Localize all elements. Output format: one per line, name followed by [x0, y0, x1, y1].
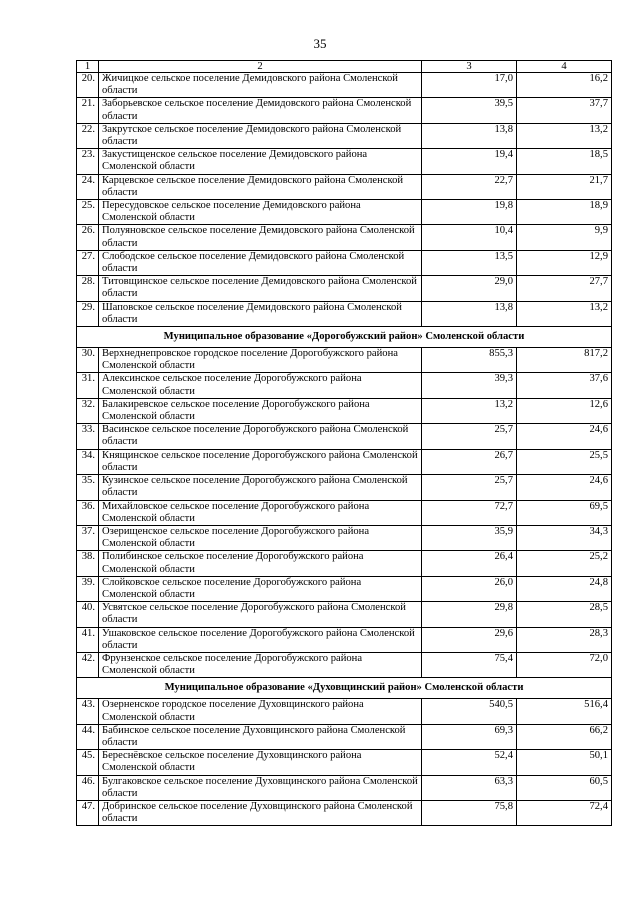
- settlement-name: Алексинское сельское поселение Дорогобужского района Смоленской области: [99, 373, 422, 398]
- value-col-4: 516,4: [517, 699, 612, 724]
- table-row: [77, 225, 612, 250]
- settlement-name: Княщинское сельское поселение Дорогобужского района Смоленской области: [99, 449, 422, 474]
- table-row: [77, 576, 612, 601]
- table-row: [77, 276, 612, 301]
- table-row: [77, 149, 612, 174]
- value-col-3: 13,2: [422, 398, 517, 423]
- value-col-3: 17,0: [422, 73, 517, 98]
- column-header-2: 2: [99, 61, 422, 73]
- row-number: 42.: [77, 652, 99, 677]
- settlement-name: Заборьевское сельское поселение Демидовского района Смоленской области: [99, 98, 422, 123]
- column-header-row: [77, 61, 612, 73]
- value-col-3: 39,5: [422, 98, 517, 123]
- value-col-3: 52,4: [422, 750, 517, 775]
- table-row: [77, 500, 612, 525]
- value-col-4: 18,9: [517, 200, 612, 225]
- row-number: 37.: [77, 525, 99, 550]
- value-col-3: 26,0: [422, 576, 517, 601]
- value-col-4: 37,7: [517, 98, 612, 123]
- value-col-3: 25,7: [422, 424, 517, 449]
- value-col-4: 21,7: [517, 174, 612, 199]
- value-col-4: 69,5: [517, 500, 612, 525]
- value-col-4: 16,2: [517, 73, 612, 98]
- row-number: 38.: [77, 551, 99, 576]
- row-number: 47.: [77, 800, 99, 825]
- section-title: Муниципальное образование «Дорогобужский район» Смоленской области: [77, 327, 612, 348]
- settlement-name: Береснёвское сельское поселение Духовщинского района Смоленской области: [99, 750, 422, 775]
- row-number: 22.: [77, 123, 99, 148]
- table-body: [77, 61, 612, 826]
- settlement-name: Добринское сельское поселение Духовщинского района Смоленской области: [99, 800, 422, 825]
- table-row: [77, 424, 612, 449]
- settlement-name: Жичицкое сельское поселение Демидовского района Смоленской области: [99, 73, 422, 98]
- settlement-name: Верхнеднепровское городское поселение Дорогобужского района Смоленской области: [99, 348, 422, 373]
- value-col-3: 75,4: [422, 652, 517, 677]
- settlement-name: Закустищенское сельское поселение Демидовского района Смоленской области: [99, 149, 422, 174]
- value-col-4: 24,6: [517, 475, 612, 500]
- column-header-3: 3: [422, 61, 517, 73]
- value-col-3: 75,8: [422, 800, 517, 825]
- column-header-1: 1: [77, 61, 99, 73]
- row-number: 45.: [77, 750, 99, 775]
- row-number: 23.: [77, 149, 99, 174]
- value-col-4: 25,2: [517, 551, 612, 576]
- table-row: [77, 301, 612, 326]
- table-row: [77, 525, 612, 550]
- value-col-3: 855,3: [422, 348, 517, 373]
- value-col-4: 37,6: [517, 373, 612, 398]
- settlement-name: Пересудовское сельское поселение Демидовского района Смоленской области: [99, 200, 422, 225]
- row-number: 39.: [77, 576, 99, 601]
- value-col-4: 13,2: [517, 301, 612, 326]
- table-row: [77, 250, 612, 275]
- table-row: [77, 174, 612, 199]
- table-row: [77, 750, 612, 775]
- table-row: [77, 449, 612, 474]
- value-col-3: 69,3: [422, 724, 517, 749]
- value-col-4: 12,6: [517, 398, 612, 423]
- table-row: [77, 98, 612, 123]
- allocation-table: [76, 60, 612, 826]
- table-row: [77, 652, 612, 677]
- section-header-row: [77, 327, 612, 348]
- settlement-name: Балакиревское сельское поселение Дорогобужского района Смоленской области: [99, 398, 422, 423]
- value-col-3: 72,7: [422, 500, 517, 525]
- row-number: 41.: [77, 627, 99, 652]
- value-col-3: 19,8: [422, 200, 517, 225]
- row-number: 36.: [77, 500, 99, 525]
- row-number: 24.: [77, 174, 99, 199]
- value-col-3: 22,7: [422, 174, 517, 199]
- table-row: [77, 200, 612, 225]
- table-row: [77, 627, 612, 652]
- row-number: 29.: [77, 301, 99, 326]
- value-col-4: 72,4: [517, 800, 612, 825]
- table-row: [77, 373, 612, 398]
- settlement-name: Васинское сельское поселение Дорогобужского района Смоленской области: [99, 424, 422, 449]
- table-row: [77, 699, 612, 724]
- value-col-4: 18,5: [517, 149, 612, 174]
- row-number: 44.: [77, 724, 99, 749]
- row-number: 20.: [77, 73, 99, 98]
- value-col-3: 26,4: [422, 551, 517, 576]
- row-number: 25.: [77, 200, 99, 225]
- settlement-name: Озерищенское сельское поселение Дорогобужского района Смоленской области: [99, 525, 422, 550]
- settlement-name: Карцевское сельское поселение Демидовского района Смоленской области: [99, 174, 422, 199]
- value-col-3: 26,7: [422, 449, 517, 474]
- row-number: 34.: [77, 449, 99, 474]
- value-col-3: 29,8: [422, 602, 517, 627]
- value-col-3: 29,0: [422, 276, 517, 301]
- value-col-4: 24,6: [517, 424, 612, 449]
- value-col-4: 72,0: [517, 652, 612, 677]
- settlement-name: Озерненское городское поселение Духовщинского района Смоленской области: [99, 699, 422, 724]
- value-col-4: 27,7: [517, 276, 612, 301]
- value-col-3: 13,8: [422, 301, 517, 326]
- value-col-3: 39,3: [422, 373, 517, 398]
- value-col-4: 817,2: [517, 348, 612, 373]
- value-col-3: 29,6: [422, 627, 517, 652]
- settlement-name: Слойковское сельское поселение Дорогобужского района Смоленской области: [99, 576, 422, 601]
- table-row: [77, 398, 612, 423]
- row-number: 35.: [77, 475, 99, 500]
- settlement-name: Ушаковское сельское поселение Дорогобужского района Смоленской области: [99, 627, 422, 652]
- table-row: [77, 775, 612, 800]
- value-col-4: 24,8: [517, 576, 612, 601]
- row-number: 21.: [77, 98, 99, 123]
- table-row: [77, 800, 612, 825]
- settlement-name: Шаповское сельское поселение Демидовского района Смоленской области: [99, 301, 422, 326]
- value-col-4: 12,9: [517, 250, 612, 275]
- value-col-4: 60,5: [517, 775, 612, 800]
- settlement-name: Кузинское сельское поселение Дорогобужского района Смоленской области: [99, 475, 422, 500]
- row-number: 27.: [77, 250, 99, 275]
- value-col-4: 66,2: [517, 724, 612, 749]
- table-row: [77, 123, 612, 148]
- row-number: 30.: [77, 348, 99, 373]
- settlement-name: Усвятское сельское поселение Дорогобужского района Смоленской области: [99, 602, 422, 627]
- value-col-3: 35,9: [422, 525, 517, 550]
- table-row: [77, 475, 612, 500]
- settlement-name: Титовщинское сельское поселение Демидовского района Смоленской области: [99, 276, 422, 301]
- value-col-4: 13,2: [517, 123, 612, 148]
- settlement-name: Булгаковское сельское поселение Духовщинского района Смоленской области: [99, 775, 422, 800]
- table-row: [77, 602, 612, 627]
- row-number: 28.: [77, 276, 99, 301]
- value-col-3: 10,4: [422, 225, 517, 250]
- row-number: 33.: [77, 424, 99, 449]
- settlement-name: Полуяновское сельское поселение Демидовского района Смоленской области: [99, 225, 422, 250]
- value-col-3: 25,7: [422, 475, 517, 500]
- settlement-name: Михайловское сельское поселение Дорогобужского района Смоленской области: [99, 500, 422, 525]
- settlement-name: Бабинское сельское поселение Духовщинского района Смоленской области: [99, 724, 422, 749]
- value-col-3: 540,5: [422, 699, 517, 724]
- value-col-4: 50,1: [517, 750, 612, 775]
- section-title: Муниципальное образование «Духовщинский район» Смоленской области: [77, 678, 612, 699]
- row-number: 40.: [77, 602, 99, 627]
- settlement-name: Закрутское сельское поселение Демидовского района Смоленской области: [99, 123, 422, 148]
- settlement-name: Полибинское сельское поселение Дорогобужского района Смоленской области: [99, 551, 422, 576]
- page-number: 35: [313, 36, 327, 51]
- table-row: [77, 724, 612, 749]
- value-col-4: 34,3: [517, 525, 612, 550]
- value-col-3: 13,5: [422, 250, 517, 275]
- value-col-4: 28,3: [517, 627, 612, 652]
- value-col-4: 9,9: [517, 225, 612, 250]
- section-header-row: [77, 678, 612, 699]
- row-number: 31.: [77, 373, 99, 398]
- value-col-3: 19,4: [422, 149, 517, 174]
- table-row: [77, 348, 612, 373]
- column-header-4: 4: [517, 61, 612, 73]
- value-col-3: 63,3: [422, 775, 517, 800]
- row-number: 46.: [77, 775, 99, 800]
- row-number: 26.: [77, 225, 99, 250]
- row-number: 32.: [77, 398, 99, 423]
- settlement-name: Фрунзенское сельское поселение Дорогобужского района Смоленской области: [99, 652, 422, 677]
- value-col-4: 25,5: [517, 449, 612, 474]
- settlement-name: Слободское сельское поселение Демидовского района Смоленской области: [99, 250, 422, 275]
- table-row: [77, 551, 612, 576]
- value-col-4: 28,5: [517, 602, 612, 627]
- table-row: [77, 73, 612, 98]
- row-number: 43.: [77, 699, 99, 724]
- value-col-3: 13,8: [422, 123, 517, 148]
